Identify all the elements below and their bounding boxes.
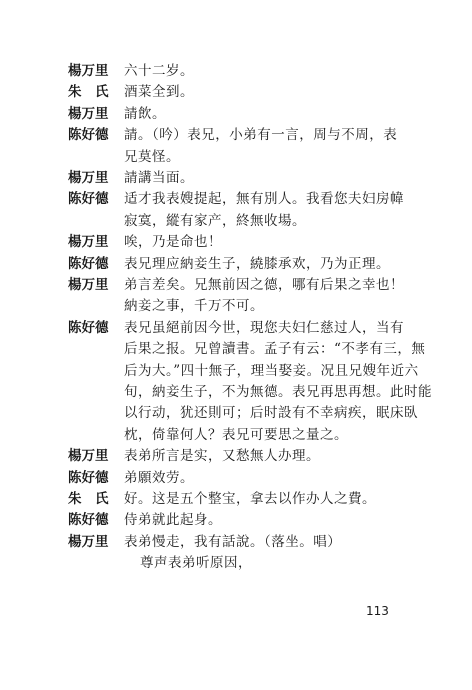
dialogue-continuation	[0, 360, 472, 382]
speaker-name: 朱 氏	[68, 491, 109, 507]
dialogue-line	[0, 467, 472, 489]
line-text: 旬，納妾生子，不为無德。表兄再思再想。此时能	[124, 384, 432, 400]
line-text: 弟言差矣。兄無前因之德，哪有后果之幸也！	[124, 277, 404, 293]
page-number: 113	[366, 604, 389, 618]
dialogue-continuation	[0, 210, 472, 232]
line-text: 弟願效劳。	[124, 469, 194, 486]
line-text: 好。这是五个整宝，拿去以作办人之費。	[124, 491, 376, 507]
speaker-name: 楊万里	[68, 63, 109, 79]
line-text: 以行动，犹还則可；后时設有不幸病疾，眠床臥	[124, 405, 418, 422]
line-text: 适才我表嫂提起，無有別人。我看您夫妇房幃	[124, 191, 404, 208]
line-text: 表兄虽絕前因今世，現您夫妇仁慈过人，当有	[124, 319, 404, 336]
speaker-name: 陈好德	[68, 191, 109, 208]
line-text: 請。（吟）表兄，小弟有一言，周与不周，表	[124, 127, 398, 144]
speaker-name: 楊万里	[68, 105, 109, 122]
dialogue-line	[0, 531, 472, 553]
dialogue-line	[0, 488, 472, 510]
line-text: 表弟所言是实，又愁無人办理。	[124, 448, 320, 465]
dialogue-continuation	[0, 402, 472, 424]
speaker-name: 陈好德	[68, 319, 109, 336]
dialogue-continuation	[0, 424, 472, 446]
line-text: 后为大。”四十無子，理当娶妾。况且兄嫂年近六	[124, 362, 419, 379]
dialogue-line	[0, 274, 472, 296]
dialogue-line	[0, 167, 472, 189]
line-text: 后果之报。兄曾讀書。孟子有云：“不孝有三，無	[124, 341, 426, 358]
dialogue-line	[0, 509, 472, 531]
dialogue-line	[0, 81, 472, 103]
line-text: 兄莫怪。	[124, 148, 180, 165]
line-text: 六十二岁。	[124, 63, 194, 79]
speaker-name: 朱 氏	[68, 84, 109, 101]
dialogue-line	[0, 188, 472, 210]
dialogue-line	[0, 231, 472, 253]
verse-text: 尊声表弟听原因，	[140, 555, 252, 572]
dialogue-line	[0, 103, 472, 125]
line-text: 唉，乃是命也！	[124, 234, 222, 251]
dialogue-line	[0, 124, 472, 146]
line-text: 寂寞，縱有家产，終無收場。	[124, 212, 306, 229]
line-text: 枕，倚靠何人？表兄可要思之量之。	[124, 426, 348, 443]
line-text: 納妾之事，千万不可。	[124, 298, 264, 315]
dialogue-continuation	[0, 552, 472, 574]
speaker-name: 楊万里	[68, 448, 109, 465]
dialogue-continuation	[0, 295, 472, 317]
speaker-name: 楊万里	[68, 234, 109, 251]
line-text: 表弟慢走，我有話說。（落坐。唱）	[124, 533, 342, 550]
line-text: 酒菜全到。	[124, 84, 194, 101]
dialogue-continuation	[0, 381, 472, 403]
speaker-name: 楊万里	[68, 533, 109, 550]
line-text: 侍弟就此起身。	[124, 512, 222, 529]
dialogue-continuation	[0, 338, 472, 360]
dialogue-line	[0, 445, 472, 467]
dialogue-line	[0, 317, 472, 339]
speaker-name: 楊万里	[68, 277, 109, 293]
dialogue-line	[0, 60, 472, 82]
line-text: 表兄理应納妾生子，繞膝承欢，乃为正理。	[124, 255, 390, 272]
speaker-name: 陈好德	[68, 127, 109, 144]
speaker-name: 陈好德	[68, 512, 109, 529]
speaker-name: 楊万里	[68, 170, 109, 186]
speaker-name: 陈好德	[68, 469, 109, 486]
dialogue-line	[0, 253, 472, 275]
dialogue-continuation	[0, 146, 472, 168]
speaker-name: 陈好德	[68, 255, 109, 272]
line-text: 請飲。	[124, 105, 166, 122]
line-text: 請講当面。	[124, 170, 194, 186]
